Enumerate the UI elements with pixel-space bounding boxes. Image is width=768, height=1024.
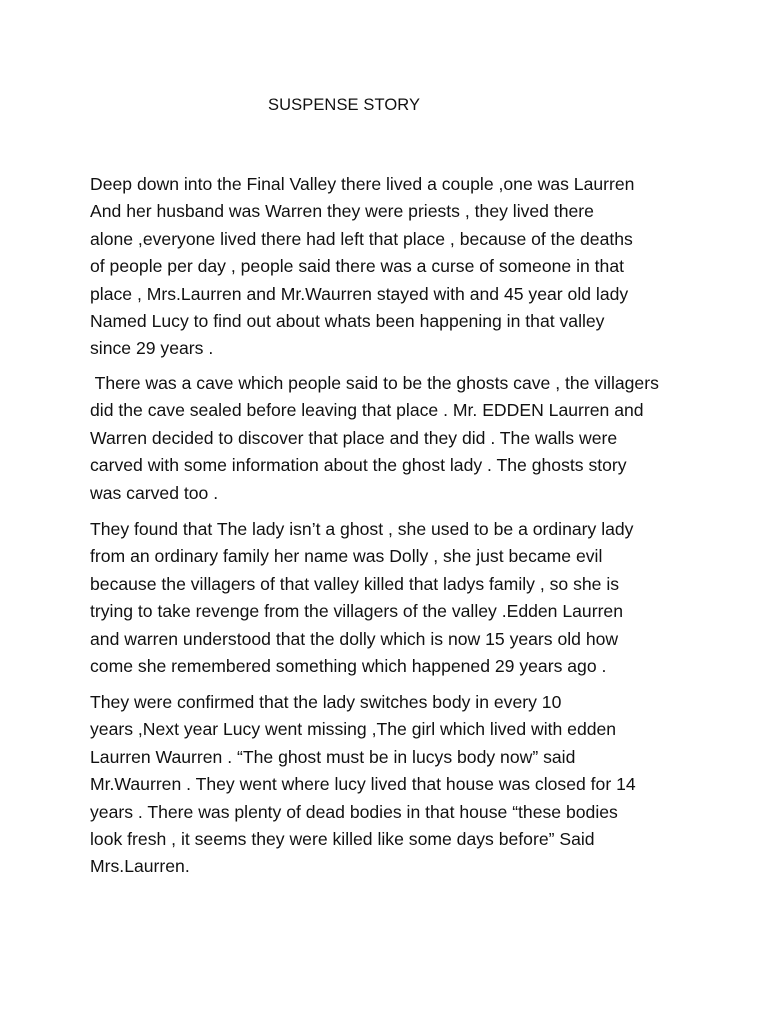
text-line: There was a cave which people said to be the ghosts cave , the villagers (90, 373, 659, 393)
text-line: They were confirmed that the lady switches body in every 10 (90, 692, 562, 712)
text-line: carved with some information about the ghost lady . The ghosts story (90, 455, 627, 476)
text-line: from an ordinary family her name was Dolly , she just became evil (90, 546, 603, 567)
text-line: did the cave sealed before leaving that place . Mr. EDDEN Laurren and (90, 400, 644, 421)
text-line: They found that The lady isn’t a ghost , she used to be a ordinary lady (90, 519, 634, 539)
paragraph-2 (90, 370, 690, 507)
text-line: And her husband was Warren they were priests , they lived there (90, 201, 594, 222)
text-line: trying to take revenge from the villagers of the valley .Edden Laurren (90, 601, 623, 622)
paragraph-4 (90, 689, 690, 881)
text-line: Mrs.Laurren. (90, 856, 190, 877)
text-line: Mr.Waurren . They went where lucy lived that house was closed for 14 (90, 774, 636, 795)
text-line: Warren decided to discover that place and they did . The walls were (90, 427, 618, 448)
paragraph-1 (90, 171, 690, 363)
story-title: SUSPENSE STORY (268, 96, 421, 114)
paragraph-3 (90, 516, 690, 680)
text-line: Named Lucy to find out about whats been happening in that valley (90, 311, 605, 332)
text-line: alone ,everyone lived there had left that place , because of the deaths (90, 228, 633, 249)
text-line: since 29 years . (90, 338, 214, 359)
text-line: years ,Next year Lucy went missing ,The girl which lived with edden (90, 719, 617, 740)
text-line: Deep down into the Final Valley there lived a couple ,one was Laurren (90, 174, 635, 194)
text-line: Laurren Waurren . “The ghost must be in lucys body now” said (90, 746, 576, 767)
text-line: years . There was plenty of dead bodies in that house “these bodies (90, 801, 618, 822)
text-line: was carved too . (90, 482, 219, 503)
text-line: and warren understood that the dolly which is now 15 years old how (90, 628, 619, 649)
text-line: place , Mrs.Laurren and Mr.Waurren stayed with and 45 year old lady (90, 283, 629, 304)
text-line: come she remembered something which happened 29 years ago . (90, 656, 607, 677)
text-line: look fresh , it seems they were killed like some days before” Said (90, 829, 595, 850)
text-line: of people per day , people said there was a curse of someone in that (90, 256, 625, 277)
text-line: because the villagers of that valley killed that ladys family , so she is (90, 573, 620, 594)
